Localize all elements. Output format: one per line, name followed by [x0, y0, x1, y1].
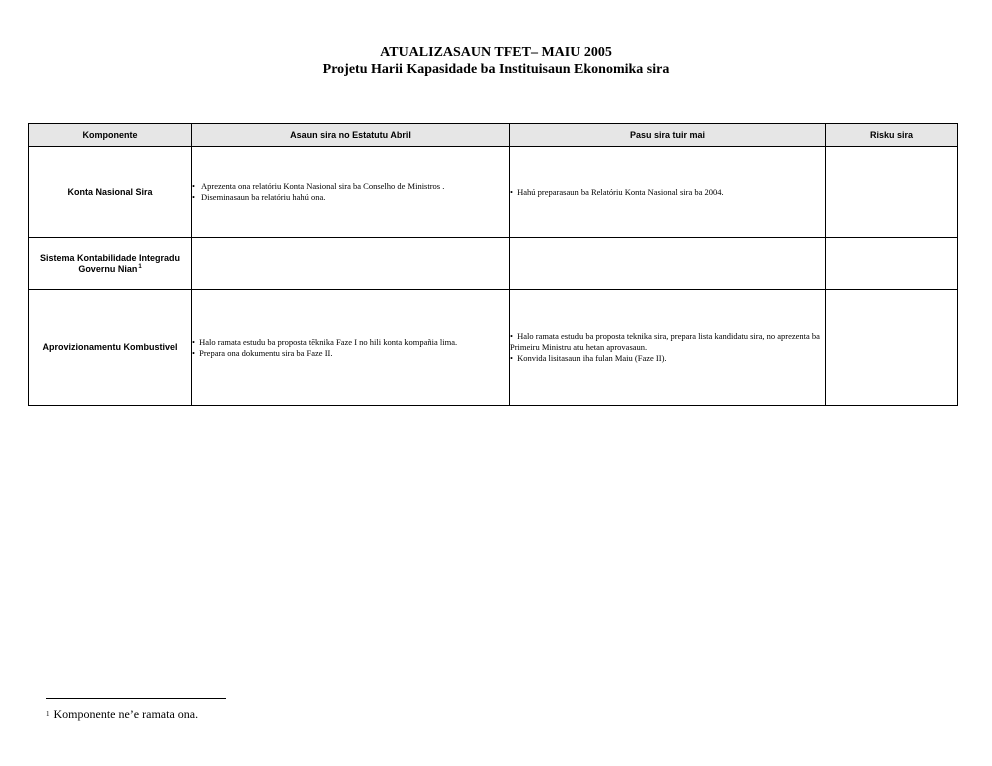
risks-cell — [826, 147, 958, 238]
bullet-icon: • — [510, 186, 513, 197]
action-text: Aprezenta ona relatóriu Konta Nasional sira ba Conselho de Ministros . — [201, 181, 445, 191]
title-line-2: Projetu Harii Kapasidade ba Instituisaun Ekonomika sira — [322, 62, 670, 77]
component-cell — [29, 238, 192, 290]
action-item — [192, 181, 509, 192]
document-title — [0, 44, 992, 78]
component-label: Sistema Kontabilidade Integradu Governu Nian — [39, 252, 181, 274]
component-cell — [29, 147, 192, 238]
action-item — [192, 192, 509, 203]
column-header-component: Komponente — [29, 124, 192, 147]
actions-cell — [192, 290, 510, 406]
table-header-row — [29, 124, 958, 147]
footnote — [46, 707, 198, 721]
footnote-text: Komponente ne’e ramata ona. — [53, 707, 199, 721]
component-label: Konta Nasional Sira — [67, 186, 153, 197]
next-step-text: Konvida lisitasaun iha fulan Maiu (Faze II). — [517, 353, 667, 363]
action-text: Diseminasaun ba relatóriu hahú ona. — [201, 192, 326, 202]
footnote-number: 1 — [46, 710, 50, 718]
next-steps-cell — [510, 290, 826, 406]
action-text: Prepara ona dokumentu sira ba Faze II. — [199, 347, 333, 358]
next-step-text: Hahú preparasaun ba Relatóriu Konta Nasional sira ba 2004. — [517, 186, 724, 197]
bullet-icon: • — [510, 353, 513, 363]
bullet-icon: • — [192, 192, 195, 202]
footnote-divider — [46, 698, 226, 699]
table-row — [29, 147, 958, 238]
table-row — [29, 290, 958, 406]
risks-cell — [826, 238, 958, 290]
actions-cell — [192, 147, 510, 238]
next-step-item — [510, 331, 825, 353]
status-table — [28, 123, 958, 406]
component-label: Aprovizionamentu Kombustivel — [42, 342, 178, 352]
bullet-icon: • — [510, 331, 513, 341]
bullet-icon: • — [192, 181, 195, 191]
next-steps-cell — [510, 238, 826, 290]
risks-cell — [826, 290, 958, 406]
action-item — [192, 337, 509, 348]
action-text: Halo ramata estudu ba proposta tēknika Faze I no hili konta kompañia lima. — [199, 336, 458, 347]
column-header-actions: Asaun sira no Estatutu Abril — [192, 124, 510, 147]
action-item — [192, 348, 509, 359]
title-line-1: ATUALIZASAUN TFET– MAIU 2005 — [380, 45, 612, 60]
actions-cell — [192, 238, 510, 290]
column-header-risks: Risku sira — [826, 124, 958, 147]
bullet-icon: • — [192, 336, 195, 347]
next-step-item — [510, 353, 825, 364]
table-row — [29, 238, 958, 290]
column-header-next-steps: Pasu sira tuir mai — [510, 124, 826, 147]
next-step-item — [510, 187, 825, 198]
bullet-icon: • — [192, 347, 195, 358]
footnote-reference: 1 — [138, 263, 142, 270]
next-steps-cell — [510, 147, 826, 238]
next-step-text: Halo ramata estudu ba proposta teknika sira, prepara lista kandidatu sira, no aprezenta ba Primeiru Ministru atu hetan aprovasaun. — [510, 331, 820, 352]
component-cell — [29, 290, 192, 406]
